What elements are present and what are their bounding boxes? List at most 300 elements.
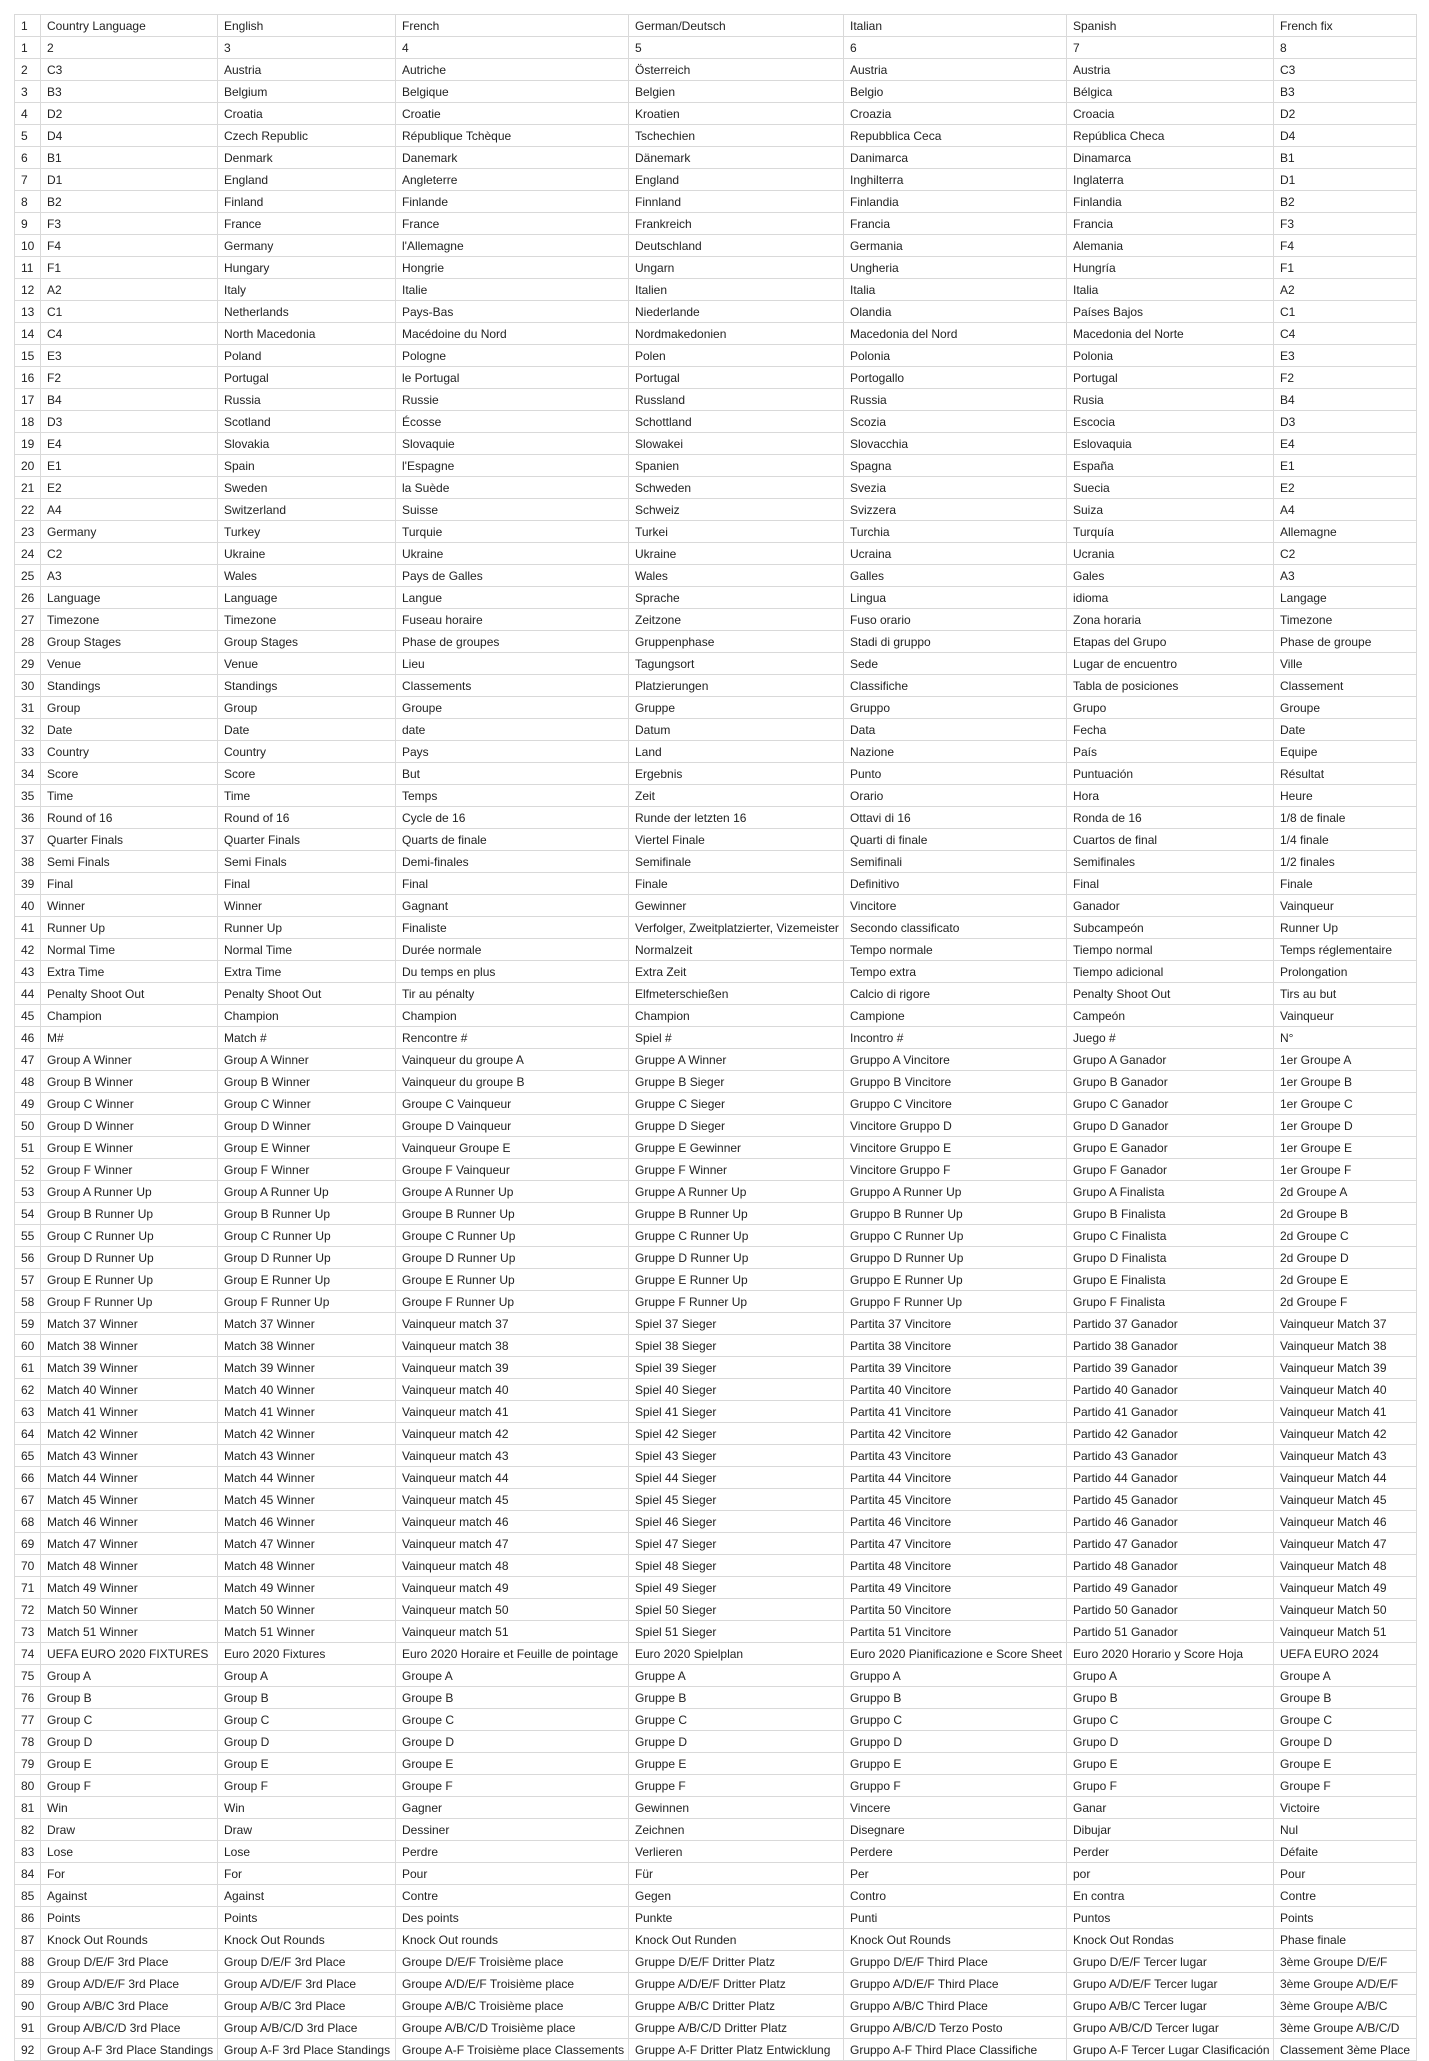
cell-italian[interactable]: Germania [844, 235, 1067, 257]
cell-country-language[interactable]: Normal Time [41, 939, 218, 961]
cell-english[interactable]: Standings [218, 675, 396, 697]
cell-italian[interactable]: Data [844, 719, 1067, 741]
cell-spanish[interactable]: Spanish [1067, 15, 1274, 37]
cell-german[interactable]: Gruppe F Winner [629, 1159, 844, 1181]
cell-english[interactable]: For [218, 1863, 396, 1885]
cell-french[interactable]: Groupe F Runner Up [396, 1291, 629, 1313]
cell-row-num[interactable]: 44 [15, 983, 41, 1005]
cell-french-fix[interactable]: Groupe C [1274, 1709, 1417, 1731]
cell-row-num[interactable]: 52 [15, 1159, 41, 1181]
cell-french-fix[interactable]: Vainqueur Match 51 [1274, 1621, 1417, 1643]
cell-country-language[interactable]: Group A-F 3rd Place Standings [41, 2039, 218, 2061]
cell-french-fix[interactable]: Vainqueur Match 48 [1274, 1555, 1417, 1577]
cell-country-language[interactable]: Country [41, 741, 218, 763]
cell-italian[interactable]: Vincitore Gruppo F [844, 1159, 1067, 1181]
cell-english[interactable]: 3 [218, 37, 396, 59]
cell-english[interactable]: Draw [218, 1819, 396, 1841]
cell-english[interactable]: Group A/D/E/F 3rd Place [218, 1973, 396, 1995]
cell-german[interactable]: Dänemark [629, 147, 844, 169]
cell-italian[interactable]: Gruppo A-F Third Place Classifiche [844, 2039, 1067, 2061]
cell-italian[interactable]: Ungheria [844, 257, 1067, 279]
cell-country-language[interactable]: Match 39 Winner [41, 1357, 218, 1379]
cell-french[interactable]: Finaliste [396, 917, 629, 939]
cell-german[interactable]: Gruppe E Gewinner [629, 1137, 844, 1159]
cell-italian[interactable]: Gruppo C [844, 1709, 1067, 1731]
cell-german[interactable]: Spiel 51 Sieger [629, 1621, 844, 1643]
cell-english[interactable]: Match 48 Winner [218, 1555, 396, 1577]
cell-italian[interactable]: Disegnare [844, 1819, 1067, 1841]
cell-english[interactable]: Austria [218, 59, 396, 81]
cell-german[interactable]: Spiel # [629, 1027, 844, 1049]
cell-english[interactable]: Ukraine [218, 543, 396, 565]
cell-country-language[interactable]: C1 [41, 301, 218, 323]
cell-row-num[interactable]: 30 [15, 675, 41, 697]
cell-french-fix[interactable]: 8 [1274, 37, 1417, 59]
cell-italian[interactable]: Italian [844, 15, 1067, 37]
cell-french[interactable]: Pays-Bas [396, 301, 629, 323]
cell-spanish[interactable]: Alemania [1067, 235, 1274, 257]
cell-row-num[interactable]: 2 [15, 59, 41, 81]
cell-italian[interactable]: Gruppo C Vincitore [844, 1093, 1067, 1115]
cell-spanish[interactable]: Puntos [1067, 1907, 1274, 1929]
cell-french-fix[interactable]: Finale [1274, 873, 1417, 895]
cell-french-fix[interactable]: A2 [1274, 279, 1417, 301]
cell-french[interactable]: Groupe D [396, 1731, 629, 1753]
cell-spanish[interactable]: Ganador [1067, 895, 1274, 917]
cell-row-num[interactable]: 20 [15, 455, 41, 477]
cell-german[interactable]: Schottland [629, 411, 844, 433]
cell-french[interactable]: Pour [396, 1863, 629, 1885]
cell-country-language[interactable]: Final [41, 873, 218, 895]
cell-french[interactable]: Vainqueur match 46 [396, 1511, 629, 1533]
cell-spanish[interactable]: Hora [1067, 785, 1274, 807]
cell-country-language[interactable]: Match 44 Winner [41, 1467, 218, 1489]
cell-spanish[interactable]: Austria [1067, 59, 1274, 81]
cell-spanish[interactable]: Tiempo normal [1067, 939, 1274, 961]
cell-spanish[interactable]: Escocia [1067, 411, 1274, 433]
cell-country-language[interactable]: A2 [41, 279, 218, 301]
cell-row-num[interactable]: 59 [15, 1313, 41, 1335]
cell-german[interactable]: England [629, 169, 844, 191]
cell-french-fix[interactable]: C1 [1274, 301, 1417, 323]
cell-row-num[interactable]: 42 [15, 939, 41, 961]
cell-country-language[interactable]: Timezone [41, 609, 218, 631]
cell-italian[interactable]: Slovacchia [844, 433, 1067, 455]
cell-german[interactable]: Euro 2020 Spielplan [629, 1643, 844, 1665]
cell-french[interactable]: Vainqueur match 44 [396, 1467, 629, 1489]
cell-english[interactable]: England [218, 169, 396, 191]
cell-row-num[interactable]: 61 [15, 1357, 41, 1379]
cell-french[interactable]: Groupe A-F Troisième place Classements [396, 2039, 629, 2061]
cell-french-fix[interactable]: Pour [1274, 1863, 1417, 1885]
cell-row-num[interactable]: 55 [15, 1225, 41, 1247]
cell-french[interactable]: Gagnant [396, 895, 629, 917]
cell-spanish[interactable]: Grupo A Ganador [1067, 1049, 1274, 1071]
cell-french-fix[interactable]: 3ème Groupe A/B/C/D [1274, 2017, 1417, 2039]
cell-english[interactable]: Group A Runner Up [218, 1181, 396, 1203]
cell-country-language[interactable]: Standings [41, 675, 218, 697]
cell-spanish[interactable]: Grupo D Finalista [1067, 1247, 1274, 1269]
cell-french-fix[interactable]: 3ème Groupe A/D/E/F [1274, 1973, 1417, 1995]
cell-country-language[interactable]: Language [41, 587, 218, 609]
cell-german[interactable]: Land [629, 741, 844, 763]
cell-french[interactable]: Vainqueur match 40 [396, 1379, 629, 1401]
cell-french-fix[interactable]: F4 [1274, 235, 1417, 257]
cell-country-language[interactable]: Group Stages [41, 631, 218, 653]
cell-country-language[interactable]: Group D Runner Up [41, 1247, 218, 1269]
cell-row-num[interactable]: 40 [15, 895, 41, 917]
cell-spanish[interactable]: Finlandia [1067, 191, 1274, 213]
cell-french-fix[interactable]: Phase de groupe [1274, 631, 1417, 653]
cell-german[interactable]: Gruppe D [629, 1731, 844, 1753]
cell-row-num[interactable]: 90 [15, 1995, 41, 2017]
cell-french-fix[interactable]: Groupe A [1274, 1665, 1417, 1687]
cell-country-language[interactable]: Group B [41, 1687, 218, 1709]
cell-german[interactable]: Gewinnen [629, 1797, 844, 1819]
cell-italian[interactable]: Knock Out Rounds [844, 1929, 1067, 1951]
cell-french[interactable]: Vainqueur match 38 [396, 1335, 629, 1357]
cell-english[interactable]: Match 43 Winner [218, 1445, 396, 1467]
cell-french-fix[interactable]: Groupe E [1274, 1753, 1417, 1775]
cell-german[interactable]: Belgien [629, 81, 844, 103]
cell-country-language[interactable]: Knock Out Rounds [41, 1929, 218, 1951]
cell-row-num[interactable]: 85 [15, 1885, 41, 1907]
cell-french-fix[interactable]: Vainqueur Match 44 [1274, 1467, 1417, 1489]
cell-italian[interactable]: Sede [844, 653, 1067, 675]
cell-french[interactable]: But [396, 763, 629, 785]
cell-row-num[interactable]: 92 [15, 2039, 41, 2061]
cell-french[interactable]: Cycle de 16 [396, 807, 629, 829]
cell-spanish[interactable]: Francia [1067, 213, 1274, 235]
cell-row-num[interactable]: 58 [15, 1291, 41, 1313]
cell-german[interactable]: Gruppe A Runner Up [629, 1181, 844, 1203]
cell-french[interactable]: Phase de groupes [396, 631, 629, 653]
cell-french[interactable]: Groupe A [396, 1665, 629, 1687]
cell-english[interactable]: Group A-F 3rd Place Standings [218, 2039, 396, 2061]
cell-german[interactable]: Für [629, 1863, 844, 1885]
cell-french[interactable]: Hongrie [396, 257, 629, 279]
cell-country-language[interactable]: E2 [41, 477, 218, 499]
cell-german[interactable]: Gruppe D Sieger [629, 1115, 844, 1137]
cell-country-language[interactable]: E3 [41, 345, 218, 367]
cell-german[interactable]: 5 [629, 37, 844, 59]
cell-french-fix[interactable]: F2 [1274, 367, 1417, 389]
cell-german[interactable]: Spiel 40 Sieger [629, 1379, 844, 1401]
cell-row-num[interactable]: 19 [15, 433, 41, 455]
cell-spanish[interactable]: Partido 37 Ganador [1067, 1313, 1274, 1335]
cell-row-num[interactable]: 1 [15, 37, 41, 59]
cell-french[interactable]: Belgique [396, 81, 629, 103]
cell-french-fix[interactable]: E1 [1274, 455, 1417, 477]
cell-french[interactable]: Lieu [396, 653, 629, 675]
cell-country-language[interactable]: Group A/B/C/D 3rd Place [41, 2017, 218, 2039]
cell-row-num[interactable]: 27 [15, 609, 41, 631]
cell-country-language[interactable]: E1 [41, 455, 218, 477]
cell-french[interactable]: l'Espagne [396, 455, 629, 477]
cell-french-fix[interactable]: Vainqueur Match 41 [1274, 1401, 1417, 1423]
cell-french-fix[interactable]: 1er Groupe A [1274, 1049, 1417, 1071]
cell-spanish[interactable]: Penalty Shoot Out [1067, 983, 1274, 1005]
cell-german[interactable]: Gruppe A-F Dritter Platz Entwicklung [629, 2039, 844, 2061]
cell-country-language[interactable]: Group B Winner [41, 1071, 218, 1093]
cell-country-language[interactable]: Match 50 Winner [41, 1599, 218, 1621]
cell-french-fix[interactable]: Groupe B [1274, 1687, 1417, 1709]
cell-german[interactable]: Gegen [629, 1885, 844, 1907]
cell-french-fix[interactable]: Groupe [1274, 697, 1417, 719]
cell-spanish[interactable]: Macedonia del Norte [1067, 323, 1274, 345]
cell-german[interactable]: Verfolger, Zweitplatzierter, Vizemeister [629, 917, 844, 939]
cell-french[interactable]: Vainqueur match 45 [396, 1489, 629, 1511]
cell-french[interactable]: 4 [396, 37, 629, 59]
cell-italian[interactable]: Partita 40 Vincitore [844, 1379, 1067, 1401]
cell-spanish[interactable]: Partido 46 Ganador [1067, 1511, 1274, 1533]
cell-row-num[interactable]: 17 [15, 389, 41, 411]
cell-english[interactable]: Italy [218, 279, 396, 301]
cell-spanish[interactable]: Final [1067, 873, 1274, 895]
cell-row-num[interactable]: 41 [15, 917, 41, 939]
cell-row-num[interactable]: 24 [15, 543, 41, 565]
cell-spanish[interactable]: Grupo F Ganador [1067, 1159, 1274, 1181]
cell-country-language[interactable]: Draw [41, 1819, 218, 1841]
cell-country-language[interactable]: Match 51 Winner [41, 1621, 218, 1643]
cell-french-fix[interactable]: Temps réglementaire [1274, 939, 1417, 961]
cell-row-num[interactable]: 70 [15, 1555, 41, 1577]
cell-french[interactable]: Groupe D/E/F Troisième place [396, 1951, 629, 1973]
cell-german[interactable]: Gruppenphase [629, 631, 844, 653]
cell-row-num[interactable]: 68 [15, 1511, 41, 1533]
cell-row-num[interactable]: 15 [15, 345, 41, 367]
cell-italian[interactable]: Incontro # [844, 1027, 1067, 1049]
cell-english[interactable]: Final [218, 873, 396, 895]
cell-italian[interactable]: Gruppo A/B/C Third Place [844, 1995, 1067, 2017]
cell-french[interactable]: Dessiner [396, 1819, 629, 1841]
cell-country-language[interactable]: Match 38 Winner [41, 1335, 218, 1357]
cell-spanish[interactable]: Bélgica [1067, 81, 1274, 103]
cell-french[interactable]: French [396, 15, 629, 37]
cell-row-num[interactable]: 4 [15, 103, 41, 125]
cell-spanish[interactable]: idioma [1067, 587, 1274, 609]
cell-german[interactable]: Gruppe E [629, 1753, 844, 1775]
cell-italian[interactable]: Svezia [844, 477, 1067, 499]
cell-french-fix[interactable]: 2d Groupe D [1274, 1247, 1417, 1269]
cell-country-language[interactable]: Against [41, 1885, 218, 1907]
cell-italian[interactable]: Vincitore [844, 895, 1067, 917]
cell-row-num[interactable]: 48 [15, 1071, 41, 1093]
cell-german[interactable]: Gruppe B Runner Up [629, 1203, 844, 1225]
cell-row-num[interactable]: 26 [15, 587, 41, 609]
cell-italian[interactable]: Danimarca [844, 147, 1067, 169]
cell-english[interactable]: Match 44 Winner [218, 1467, 396, 1489]
cell-spanish[interactable]: 7 [1067, 37, 1274, 59]
cell-english[interactable]: Slovakia [218, 433, 396, 455]
cell-row-num[interactable]: 45 [15, 1005, 41, 1027]
cell-row-num[interactable]: 53 [15, 1181, 41, 1203]
cell-spanish[interactable]: Lugar de encuentro [1067, 653, 1274, 675]
cell-spanish[interactable]: Grupo F [1067, 1775, 1274, 1797]
cell-row-num[interactable]: 81 [15, 1797, 41, 1819]
cell-french-fix[interactable]: F1 [1274, 257, 1417, 279]
cell-spanish[interactable]: Grupo E Finalista [1067, 1269, 1274, 1291]
cell-spanish[interactable]: Partido 45 Ganador [1067, 1489, 1274, 1511]
cell-english[interactable]: Group A Winner [218, 1049, 396, 1071]
cell-row-num[interactable]: 32 [15, 719, 41, 741]
cell-german[interactable]: Nordmakedonien [629, 323, 844, 345]
cell-row-num[interactable]: 14 [15, 323, 41, 345]
cell-english[interactable]: Group A [218, 1665, 396, 1687]
cell-english[interactable]: Group D [218, 1731, 396, 1753]
cell-french-fix[interactable]: B1 [1274, 147, 1417, 169]
cell-spanish[interactable]: Cuartos de final [1067, 829, 1274, 851]
cell-italian[interactable]: Olandia [844, 301, 1067, 323]
cell-italian[interactable]: Partita 41 Vincitore [844, 1401, 1067, 1423]
cell-french[interactable]: Groupe C Vainqueur [396, 1093, 629, 1115]
cell-french[interactable]: Autriche [396, 59, 629, 81]
cell-english[interactable]: Group C [218, 1709, 396, 1731]
cell-english[interactable]: Country [218, 741, 396, 763]
cell-italian[interactable]: Campione [844, 1005, 1067, 1027]
cell-french-fix[interactable]: Date [1274, 719, 1417, 741]
cell-german[interactable]: Gruppe A/D/E/F Dritter Platz [629, 1973, 844, 1995]
cell-country-language[interactable]: Match 47 Winner [41, 1533, 218, 1555]
cell-english[interactable]: Extra Time [218, 961, 396, 983]
cell-english[interactable]: Group E [218, 1753, 396, 1775]
cell-german[interactable]: Schweiz [629, 499, 844, 521]
cell-country-language[interactable]: F1 [41, 257, 218, 279]
cell-spanish[interactable]: Hungría [1067, 257, 1274, 279]
cell-row-num[interactable]: 7 [15, 169, 41, 191]
cell-german[interactable]: Spiel 46 Sieger [629, 1511, 844, 1533]
cell-english[interactable]: Group A/B/C 3rd Place [218, 1995, 396, 2017]
cell-french-fix[interactable]: 1/2 finales [1274, 851, 1417, 873]
cell-english[interactable]: Group F Runner Up [218, 1291, 396, 1313]
cell-spanish[interactable]: Tiempo adicional [1067, 961, 1274, 983]
cell-country-language[interactable]: F4 [41, 235, 218, 257]
cell-row-num[interactable]: 31 [15, 697, 41, 719]
cell-spanish[interactable]: Campeón [1067, 1005, 1274, 1027]
cell-english[interactable]: Group A/B/C/D 3rd Place [218, 2017, 396, 2039]
cell-german[interactable]: Polen [629, 345, 844, 367]
cell-german[interactable]: Gruppe C [629, 1709, 844, 1731]
cell-german[interactable]: Sprache [629, 587, 844, 609]
cell-french-fix[interactable]: Tirs au but [1274, 983, 1417, 1005]
cell-german[interactable]: Gruppe A/B/C Dritter Platz [629, 1995, 844, 2017]
cell-spanish[interactable]: Partido 49 Ganador [1067, 1577, 1274, 1599]
cell-french-fix[interactable]: Groupe D [1274, 1731, 1417, 1753]
cell-english[interactable]: Win [218, 1797, 396, 1819]
cell-german[interactable]: Finnland [629, 191, 844, 213]
cell-italian[interactable]: Spagna [844, 455, 1067, 477]
cell-english[interactable]: Knock Out Rounds [218, 1929, 396, 1951]
cell-country-language[interactable]: Match 45 Winner [41, 1489, 218, 1511]
cell-italian[interactable]: Gruppo D [844, 1731, 1067, 1753]
cell-italian[interactable]: Gruppo F [844, 1775, 1067, 1797]
cell-french[interactable]: Pologne [396, 345, 629, 367]
cell-row-num[interactable]: 12 [15, 279, 41, 301]
cell-italian[interactable]: Scozia [844, 411, 1067, 433]
cell-country-language[interactable]: Time [41, 785, 218, 807]
cell-french-fix[interactable]: Phase finale [1274, 1929, 1417, 1951]
cell-italian[interactable]: Secondo classificato [844, 917, 1067, 939]
cell-country-language[interactable]: F2 [41, 367, 218, 389]
cell-french[interactable]: Knock Out rounds [396, 1929, 629, 1951]
cell-french[interactable]: Danemark [396, 147, 629, 169]
cell-row-num[interactable]: 28 [15, 631, 41, 653]
cell-french[interactable]: Vainqueur match 42 [396, 1423, 629, 1445]
cell-french-fix[interactable]: E4 [1274, 433, 1417, 455]
cell-french[interactable]: Fuseau horaire [396, 609, 629, 631]
cell-french-fix[interactable]: Vainqueur Match 43 [1274, 1445, 1417, 1467]
cell-spanish[interactable]: Grupo D/E/F Tercer lugar [1067, 1951, 1274, 1973]
cell-spanish[interactable]: Puntuación [1067, 763, 1274, 785]
cell-french[interactable]: Groupe F Vainqueur [396, 1159, 629, 1181]
cell-english[interactable]: Group D/E/F 3rd Place [218, 1951, 396, 1973]
cell-spanish[interactable]: Grupo A/B/C Tercer lugar [1067, 1995, 1274, 2017]
cell-spanish[interactable]: Tabla de posiciones [1067, 675, 1274, 697]
cell-italian[interactable]: Gruppo D Runner Up [844, 1247, 1067, 1269]
cell-country-language[interactable]: Match 41 Winner [41, 1401, 218, 1423]
cell-spanish[interactable]: Grupo A-F Tercer Lugar Clasificación [1067, 2039, 1274, 2061]
cell-italian[interactable]: Punti [844, 1907, 1067, 1929]
cell-spanish[interactable]: Grupo A/B/C/D Tercer lugar [1067, 2017, 1274, 2039]
cell-row-num[interactable]: 25 [15, 565, 41, 587]
cell-french[interactable]: Euro 2020 Horaire et Feuille de pointage [396, 1643, 629, 1665]
cell-country-language[interactable]: D1 [41, 169, 218, 191]
cell-spanish[interactable]: Grupo B Finalista [1067, 1203, 1274, 1225]
cell-row-num[interactable]: 43 [15, 961, 41, 983]
cell-spanish[interactable]: Grupo B Ganador [1067, 1071, 1274, 1093]
cell-country-language[interactable]: Champion [41, 1005, 218, 1027]
cell-french[interactable]: Pays de Galles [396, 565, 629, 587]
cell-country-language[interactable]: Match 49 Winner [41, 1577, 218, 1599]
cell-english[interactable]: Group D Winner [218, 1115, 396, 1137]
cell-english[interactable]: Match 38 Winner [218, 1335, 396, 1357]
cell-spanish[interactable]: Ucrania [1067, 543, 1274, 565]
cell-italian[interactable]: Turchia [844, 521, 1067, 543]
cell-german[interactable]: Zeitzone [629, 609, 844, 631]
cell-french-fix[interactable]: Heure [1274, 785, 1417, 807]
cell-italian[interactable]: Vincitore Gruppo E [844, 1137, 1067, 1159]
cell-english[interactable]: Wales [218, 565, 396, 587]
cell-row-num[interactable]: 67 [15, 1489, 41, 1511]
cell-english[interactable]: Timezone [218, 609, 396, 631]
cell-french[interactable]: Classements [396, 675, 629, 697]
cell-french-fix[interactable]: Classement [1274, 675, 1417, 697]
cell-english[interactable]: Match 49 Winner [218, 1577, 396, 1599]
cell-row-num[interactable]: 38 [15, 851, 41, 873]
cell-french[interactable]: Écosse [396, 411, 629, 433]
cell-german[interactable]: Frankreich [629, 213, 844, 235]
cell-english[interactable]: Germany [218, 235, 396, 257]
cell-french[interactable]: Ukraine [396, 543, 629, 565]
cell-spanish[interactable]: por [1067, 1863, 1274, 1885]
cell-italian[interactable]: Belgio [844, 81, 1067, 103]
cell-french-fix[interactable]: Victoire [1274, 1797, 1417, 1819]
cell-german[interactable]: Tagungsort [629, 653, 844, 675]
cell-german[interactable]: Spiel 38 Sieger [629, 1335, 844, 1357]
cell-french[interactable]: Groupe C [396, 1709, 629, 1731]
cell-row-num[interactable]: 65 [15, 1445, 41, 1467]
cell-spanish[interactable]: Partido 50 Ganador [1067, 1599, 1274, 1621]
cell-italian[interactable]: Tempo extra [844, 961, 1067, 983]
cell-german[interactable]: Zeit [629, 785, 844, 807]
cell-german[interactable]: Deutschland [629, 235, 844, 257]
cell-country-language[interactable]: Group A Winner [41, 1049, 218, 1071]
cell-country-language[interactable]: B3 [41, 81, 218, 103]
cell-italian[interactable]: Repubblica Ceca [844, 125, 1067, 147]
cell-country-language[interactable]: D4 [41, 125, 218, 147]
cell-row-num[interactable]: 34 [15, 763, 41, 785]
cell-german[interactable]: Spiel 44 Sieger [629, 1467, 844, 1489]
